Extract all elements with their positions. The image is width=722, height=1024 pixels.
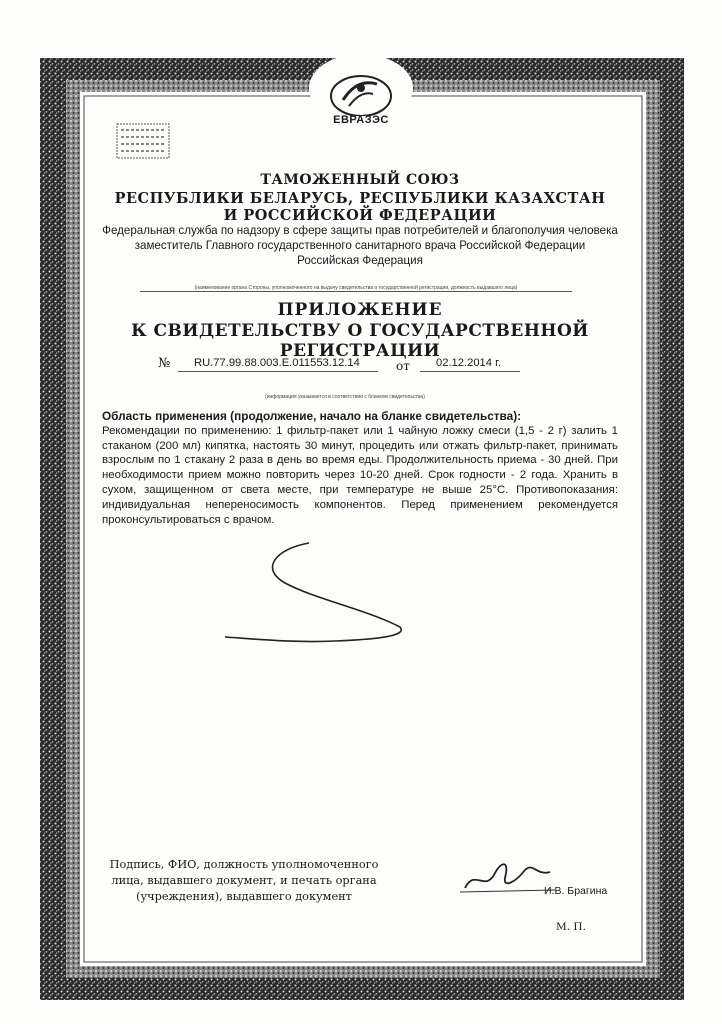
registration-date: 02.12.2014 г. (436, 357, 501, 369)
body-paragraph: Рекомендации по применению: 1 фильтр-пакет или 1 чайную ложку смеси (1,5 - 2 г) залить 1 стаканом (200 мл) кипятка, настоять 30 минут, процедить или отжать фильтр-пакет, принимать взрослым по 1 стакану 2 раза в день во время еды. Продолжительность приема - 30 дней. При необходимости прием можно повторить через 10-20 дней. Срок годности - 2 года. Хранить в сухом, защищенном от света месте, при температуре не выше 25°С. Противопоказания: индивидуальная непереносимость компонентов. Перед применением рекомендуется проконсультироваться с врачом. (102, 424, 618, 526)
header-union: ТАМОЖЕННЫЙ СОЮЗ (260, 172, 460, 188)
header-countries-2: И РОССИЙСКОЙ ФЕДЕРАЦИИ (223, 207, 497, 224)
header-agency: Федеральная служба по надзору в сфере защиты прав потребителей и благополучия человека (102, 224, 618, 237)
title-line-2: К СВИДЕТЕЛЬСТВУ О ГОСУДАРСТВЕННОЙ РЕГИСТРАЦИИ (131, 321, 589, 361)
authority-caption: (наименование органа Стороны, уполномоченного на выдачу свидетельства о государственной регистрации, должность выдавшего лица) (194, 285, 518, 291)
signature-caption: Подпись, ФИО, должность уполномоченного лица, выдавшего документ, и печать органа (учреждения), выдавшего документ (109, 858, 379, 903)
body-section (102, 409, 618, 527)
eurasec-emblem-icon (317, 66, 405, 116)
header-countries-1: РЕСПУБЛИКИ БЕЛАРУСЬ, РЕСПУБЛИКИ КАЗАХСТАН (114, 190, 606, 207)
header-position: заместитель Главного государственного санитарного врача Российской Федерации (134, 239, 586, 252)
registration-number: RU.77.99.88.003.Е.011553.12.14 (194, 357, 360, 369)
date-underline (420, 371, 520, 372)
security-stamp-icon (115, 122, 171, 160)
registration-date-label: от (396, 359, 410, 373)
body-heading: Область применения (продолжение, начало на бланке свидетельства): (102, 409, 522, 423)
continuation-caption: (информация указывается в соответствии с бланком свидетельства) (265, 394, 425, 400)
header-country: Российская Федерация (297, 254, 423, 267)
number-underline (178, 371, 378, 372)
title-line-1: ПРИЛОЖЕНИЕ (277, 300, 443, 320)
registration-number-label: № (158, 356, 171, 371)
signature-mark (215, 535, 415, 650)
eurasec-logo (317, 66, 405, 136)
logo-text: ЕВРАЗЭС (333, 114, 389, 126)
signer-name: И.В. Брагина (544, 885, 608, 897)
official-signature (455, 848, 560, 908)
divider (140, 291, 572, 292)
seal-placeholder: М. П. (556, 921, 586, 933)
